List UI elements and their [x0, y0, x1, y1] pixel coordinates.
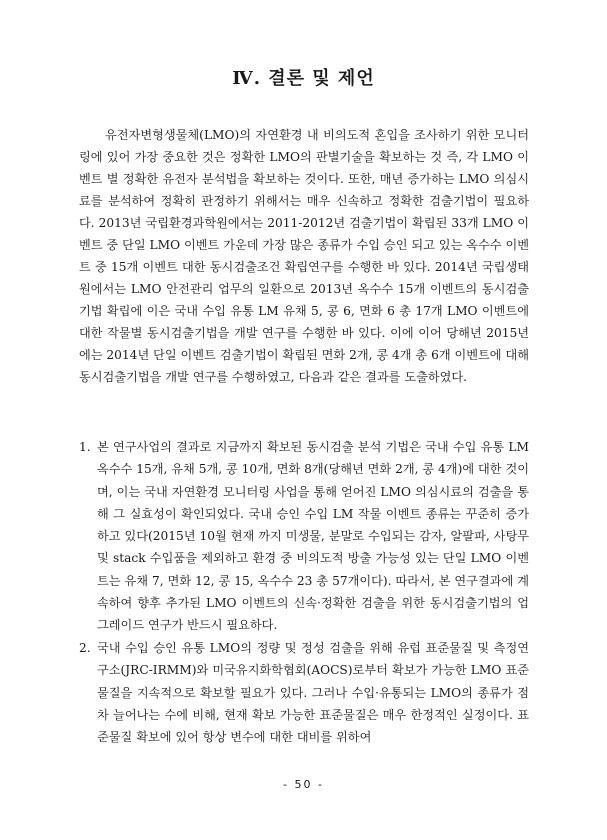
list-item-1 [79, 436, 529, 637]
list-item-text: 국내 수입 승인 유통 LMO의 정량 및 정성 검출을 위해 유럽 표준물질 및 측정연구소(JRC-IRMM)와 미국유지화학협회(AOCS)로부터 확보가 가능한 LMO 표준물질을 지속적으로 확보할 필요가 있다. 그러나 수입·유통되는 LMO의 종류가 점차 늘어나는 수에 비해, 현재 확보 가능한 표준물질은 매우 한정적인 실정이다. 표준물질 확보에 있어 항상 변수에 대한 대비를 위하여 [97, 641, 529, 745]
page-number: - 50 - [283, 778, 324, 791]
list-item-number: 1. [79, 440, 91, 454]
section-title: Ⅳ. 결론 및 제언 [232, 68, 375, 89]
intro-paragraph: 유전자변형생물체(LMO)의 자연환경 내 비의도적 혼입을 조사하기 위한 모니터링에 있어 가장 중요한 것은 정확한 LMO의 판별기술을 확보하는 것 즉, 각 LMO 이벤트 별 정확한 유전자 분석법을 확보하는 것이다. 또한, 매년 증가하는 LMO 의심시료를 분석하여 정확히 판정하기 위해서는 매우 신속하고 정확한 검출기법이 필요하다. 2013년 국립환경과학원에서는 2011-2012년 검출기법이 확립된 33개 LMO 이벤트 중 단일 LMO 이벤트 가운데 가장 많은 종류가 수입 승인 되고 있는 옥수수 이벤트 중 15개 이벤트 대한 동시검출조건 확립연구를 수행한 바 있다. 2014년 국립생태원에서는 LMO 안전관리 업무의 일환으로 2013년 옥수수 15개 이벤트의 동시검출기법 확립에 이은 국내 수입 유통 LM 유채 5, 콩 6, 면화 6 총 17개 LMO 이벤트에 대한 작물별 동시검출기법을 개발 연구를 수행한 바 있다. 이에 이어 당해년 2015년에는 2014년 단일 이벤트 검출기법이 확립된 면화 2개, 콩 4개 총 6개 이벤트에 대해 동시검출기법을 개발 연구를 수행하였고, 다음과 같은 결과를 도출하였다. [79, 128, 529, 384]
list-item-text: 본 연구사업의 결과로 지금까지 확보된 동시검출 분석 기법은 국내 수입 유통 LM 옥수수 15개, 유채 5개, 콩 10개, 면화 8개(당해년 면화 2개, 콩 4개)에 대한 것이며, 이는 국내 자연환경 모니터링 사업을 통해 얻어진 LMO 의심시료의 검출을 통해 그 실효성이 확인되었다. 국내 승인 수입 LM 작물 이벤트 종류는 꾸준히 증가하고 있다(2015년 10월 현재 까지 미생물, 분말로 수입되는 감자, 알팔파, 사탕무 및 stack 수입품을 제외하고 환경 중 비의도적 방출 가능성 있는 단일 LMO 이벤트는 유채 7, 면화 12, 콩 15, 옥수수 23 총 57개이다). 따라서, 본 연구결과에 계속하여 향후 추가된 LMO 이벤트의 신속·정확한 검출을 위한 동시검출기법의 업그레이드 연구가 반드시 필요하다. [97, 440, 529, 633]
list-item-2 [79, 637, 529, 748]
list-item-number: 2. [79, 641, 91, 655]
